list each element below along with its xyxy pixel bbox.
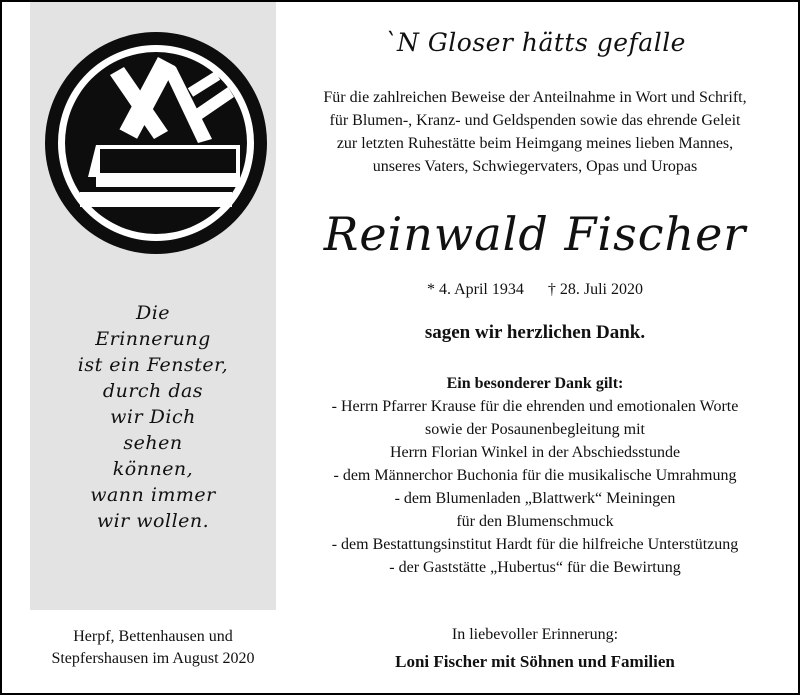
life-dates (290, 279, 780, 301)
poem-line: ist ein Fenster, (77, 354, 229, 376)
special-thanks-line: Herrn Florian Winkel in der Abschiedsstunde (389, 444, 681, 461)
special-thanks-line: - dem Männerchor Buchonia für die musikalische Umrahmung (333, 467, 737, 484)
motto: `N Gloser hätts gefalle (384, 28, 686, 57)
poem-line: sehen (123, 432, 183, 454)
intro-line: unseres Vaters, Schwiegervaters, Opas und Uropas (372, 158, 698, 175)
intro-line: für Blumen-, Kranz- und Geldspenden sowie das ehrende Geleit (329, 112, 741, 129)
intro-text (290, 86, 780, 178)
deceased-name: Reinwald Fischer (323, 207, 747, 261)
poem (30, 300, 276, 534)
poem-line: Erinnerung (95, 328, 211, 350)
special-thanks-line: für den Blumenschmuck (456, 513, 614, 530)
poem-line: können, (112, 458, 194, 480)
special-thanks-line: - dem Blumenladen „Blattwerk“ Meiningen (394, 490, 676, 507)
memory-line: In liebevoller Erinnerung: (451, 626, 619, 643)
poem-line: Die (135, 302, 171, 324)
birth-date: * 4. April 1934 (426, 281, 524, 298)
poem-line: durch das (102, 380, 204, 402)
place-line: Herpf, Bettenhausen und (73, 628, 233, 645)
family-signature: Loni Fischer mit Söhnen und Familien (395, 652, 675, 671)
intro-line: zur letzten Ruhestätte beim Heimgang meines lieben Mannes, (336, 135, 734, 152)
special-thanks-heading: Ein besonderer Dank gilt: (446, 375, 624, 392)
poem-line: wir wollen. (96, 510, 210, 532)
place-line: Stepfershausen im August 2020 (51, 650, 255, 667)
special-thanks (290, 372, 780, 579)
special-thanks-line: - der Gaststätte „Hubertus“ für die Bewirtung (389, 559, 681, 576)
poem-line: wir Dich (110, 406, 196, 428)
special-thanks-line: - Herrn Pfarrer Krause für die ehrenden und emotionalen Worte (331, 398, 739, 415)
special-thanks-line: sowie der Posaunenbegleitung mit (425, 421, 645, 438)
death-date: † 28. Juli 2020 (547, 281, 643, 298)
special-thanks-line: - dem Bestattungsinstitut Hardt für die hilfreiche Unterstützung (331, 536, 739, 553)
carpenter-plane-and-square-icon (40, 27, 272, 259)
poem-line: wann immer (90, 484, 216, 506)
intro-line: Für die zahlreichen Beweise der Anteilnahme in Wort und Schrift, (323, 89, 747, 106)
thanks-line: sagen wir herzlichen Dank. (424, 322, 646, 343)
place-and-date (30, 626, 276, 670)
